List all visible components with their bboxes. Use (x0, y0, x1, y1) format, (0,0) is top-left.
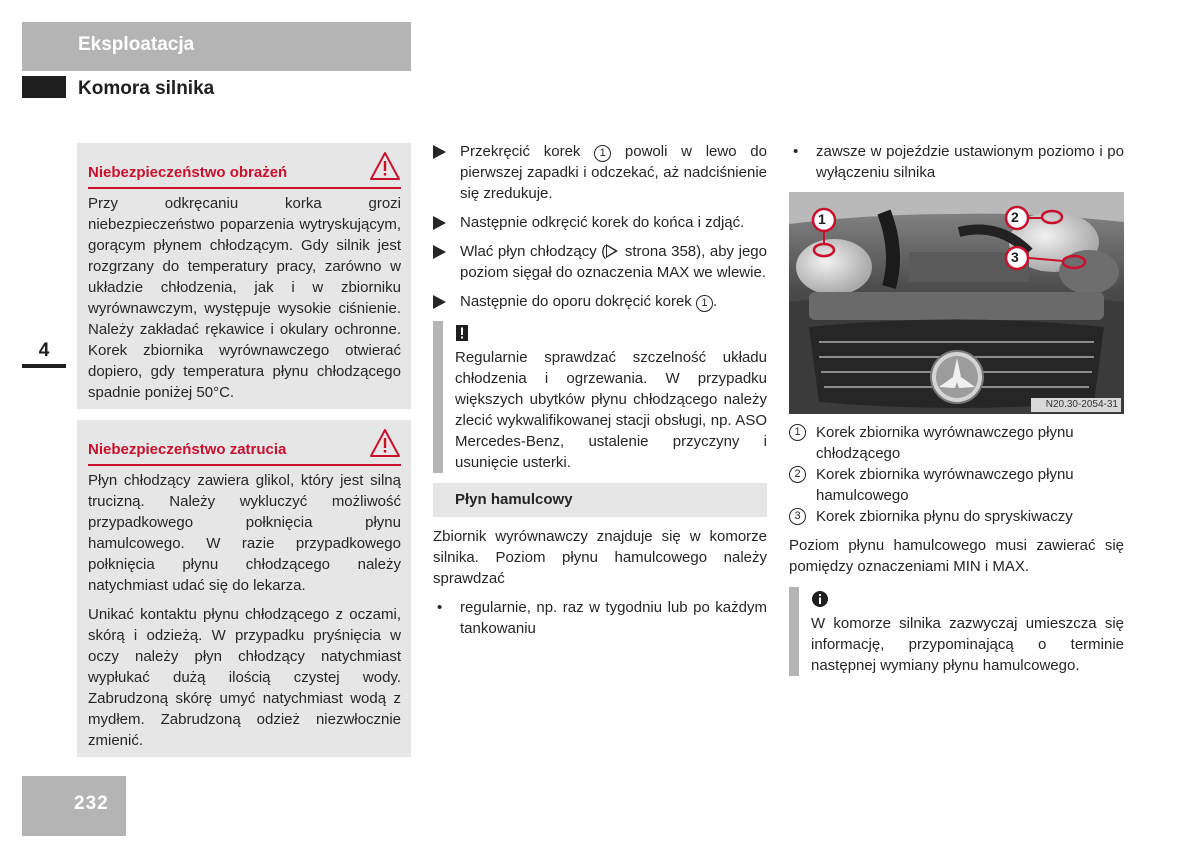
warning-box-injury (77, 143, 411, 409)
note-bar (433, 321, 443, 473)
step-arrow-icon (433, 295, 446, 309)
warning-text: Unikać kontaktu płynu chłodzącego z oczami, skórą i odzieżą. W przypadku pryśnięcia w oczy należy płyn chłodzący natychmiast wypłukać dużą ilością czystej wody. Zabrudzoną skórę umyć natychmiast wodą z mydłem. Zabrudzoną odzież niezwłocznie zmienić. (88, 606, 401, 749)
callout-1-icon: 1 (696, 295, 713, 312)
warning-text: Przy odkręcaniu korka grozi niebezpieczeństwo poparzenia wytryskującym, gorącym płynem chłodzącym. Gdy silnik jest rozgrzany do temperatury pracy, zarówno w układzie chłodzenia, jak i w zbiorniku wyrównawczym, występuje wysokie ciśnienie. Należy zakładać rękawice i okulary ochronne. Korek zbiornika wyrównawczego otwierać dopiero, gdy temperatura płynu chłodzącego spadnie poniżej 50°C. (88, 195, 401, 401)
caution-note (433, 321, 767, 473)
callout-1-icon: 1 (594, 145, 611, 162)
callout-2-icon: 2 (789, 466, 806, 483)
step-3: Wlać płyn chłodzący ( strona 358), aby jego poziom sięgał do oznaczenia MAX we wlewie. (433, 241, 767, 283)
caution-icon (455, 321, 767, 347)
note-bar (789, 587, 799, 676)
legend-item: 1 Korek zbiornika wyrównawczego płynu chłodzącego (789, 422, 1124, 464)
warning-text: Płyn chłodzący zawiera glikol, który jest silną trucizną. Należy wykluczyć możliwość przypadkowego połknięcia płynu hamulcowego. W razie przypadkowego połknięcia płynu chłodzącego należy natychmiast udać się do lekarza. (88, 472, 401, 594)
warning-header (88, 143, 401, 189)
page-number-box (22, 776, 126, 836)
info-icon (811, 587, 1124, 613)
list-item: • regularnie, np. raz w tygodniu lub po każdym tankowaniu (437, 599, 767, 637)
warning-triangle-icon (369, 151, 401, 181)
subsection-title: Komora silnika (78, 78, 215, 99)
step-2: Następnie odkręcić korek do końca i zdjąć. (433, 212, 767, 233)
marker-2: 2 (1011, 209, 1019, 225)
brake-fluid-level-text: Poziom płynu hamulcowego musi zawierać się pomiędzy oznaczeniami MIN i MAX. (789, 537, 1124, 575)
list-item: • zawsze w pojeździe ustawionym poziomo i po wyłączeniu silnika (793, 143, 1124, 181)
warning-box-poisoning (77, 420, 411, 757)
section-title: Eksploatacja (78, 34, 195, 55)
warning-title: Niebezpieczeństwo obrażeń (88, 164, 288, 181)
legend-item: 2 Korek zbiornika wyrównawczego płynu hamulcowego (789, 464, 1124, 506)
warning-triangle-icon (369, 428, 401, 458)
image-code: N20.30-2054-31 (1045, 399, 1118, 410)
marker-3: 3 (1011, 249, 1019, 265)
chapter-tab: 4 (22, 338, 66, 368)
legend-item: 3 Korek zbiornika płynu do spryskiwaczy (789, 506, 1124, 527)
info-text: W komorze silnika zazwyczaj umieszcza się informację, przypominającą o terminie następnej wymiany płynu hamulcowego. (811, 615, 1124, 674)
marker-1: 1 (818, 211, 826, 227)
warning-title: Niebezpieczeństwo zatrucia (88, 441, 287, 458)
warning-header (88, 420, 401, 466)
brake-fluid-intro: Zbiornik wyrównawczy znajduje się w komorze silnika. Poziom płynu hamulcowego należy sprawdzać (433, 528, 767, 587)
page-number: 232 (74, 793, 109, 814)
callout-1-icon: 1 (789, 424, 806, 441)
section-header-bar (22, 22, 411, 71)
brake-fluid-heading: Płyn hamulcowy (433, 483, 767, 517)
caution-text: Regularnie sprawdzać szczelność układu chłodzenia i ogrzewania. W przypadku większych ubytków płynu chłodzącego należy zlecić wykwalifikowanej stacji obsługi, np. ASO Mercedes-Benz, ustalenie przyczyny i usunięcie usterki. (455, 349, 767, 471)
right-column (789, 141, 1124, 676)
step-arrow-icon (433, 245, 446, 259)
callout-3-icon: 3 (789, 508, 806, 525)
middle-column (433, 141, 767, 639)
step-1: Przekręcić korek 1 powoli w lewo do pierwszej zapadki i odczekać, aż nadciśnienie się zredukuje. (433, 141, 767, 204)
legend-list (789, 422, 1124, 527)
subsection-marker (22, 76, 66, 98)
step-4: Następnie do oporu dokręcić korek 1 . (433, 291, 767, 312)
info-note (789, 587, 1124, 676)
page-reference-icon (607, 244, 618, 258)
engine-bay-illustration (789, 192, 1124, 414)
engine-bay-photo (789, 192, 1124, 414)
step-arrow-icon (433, 145, 446, 159)
step-arrow-icon (433, 216, 446, 230)
